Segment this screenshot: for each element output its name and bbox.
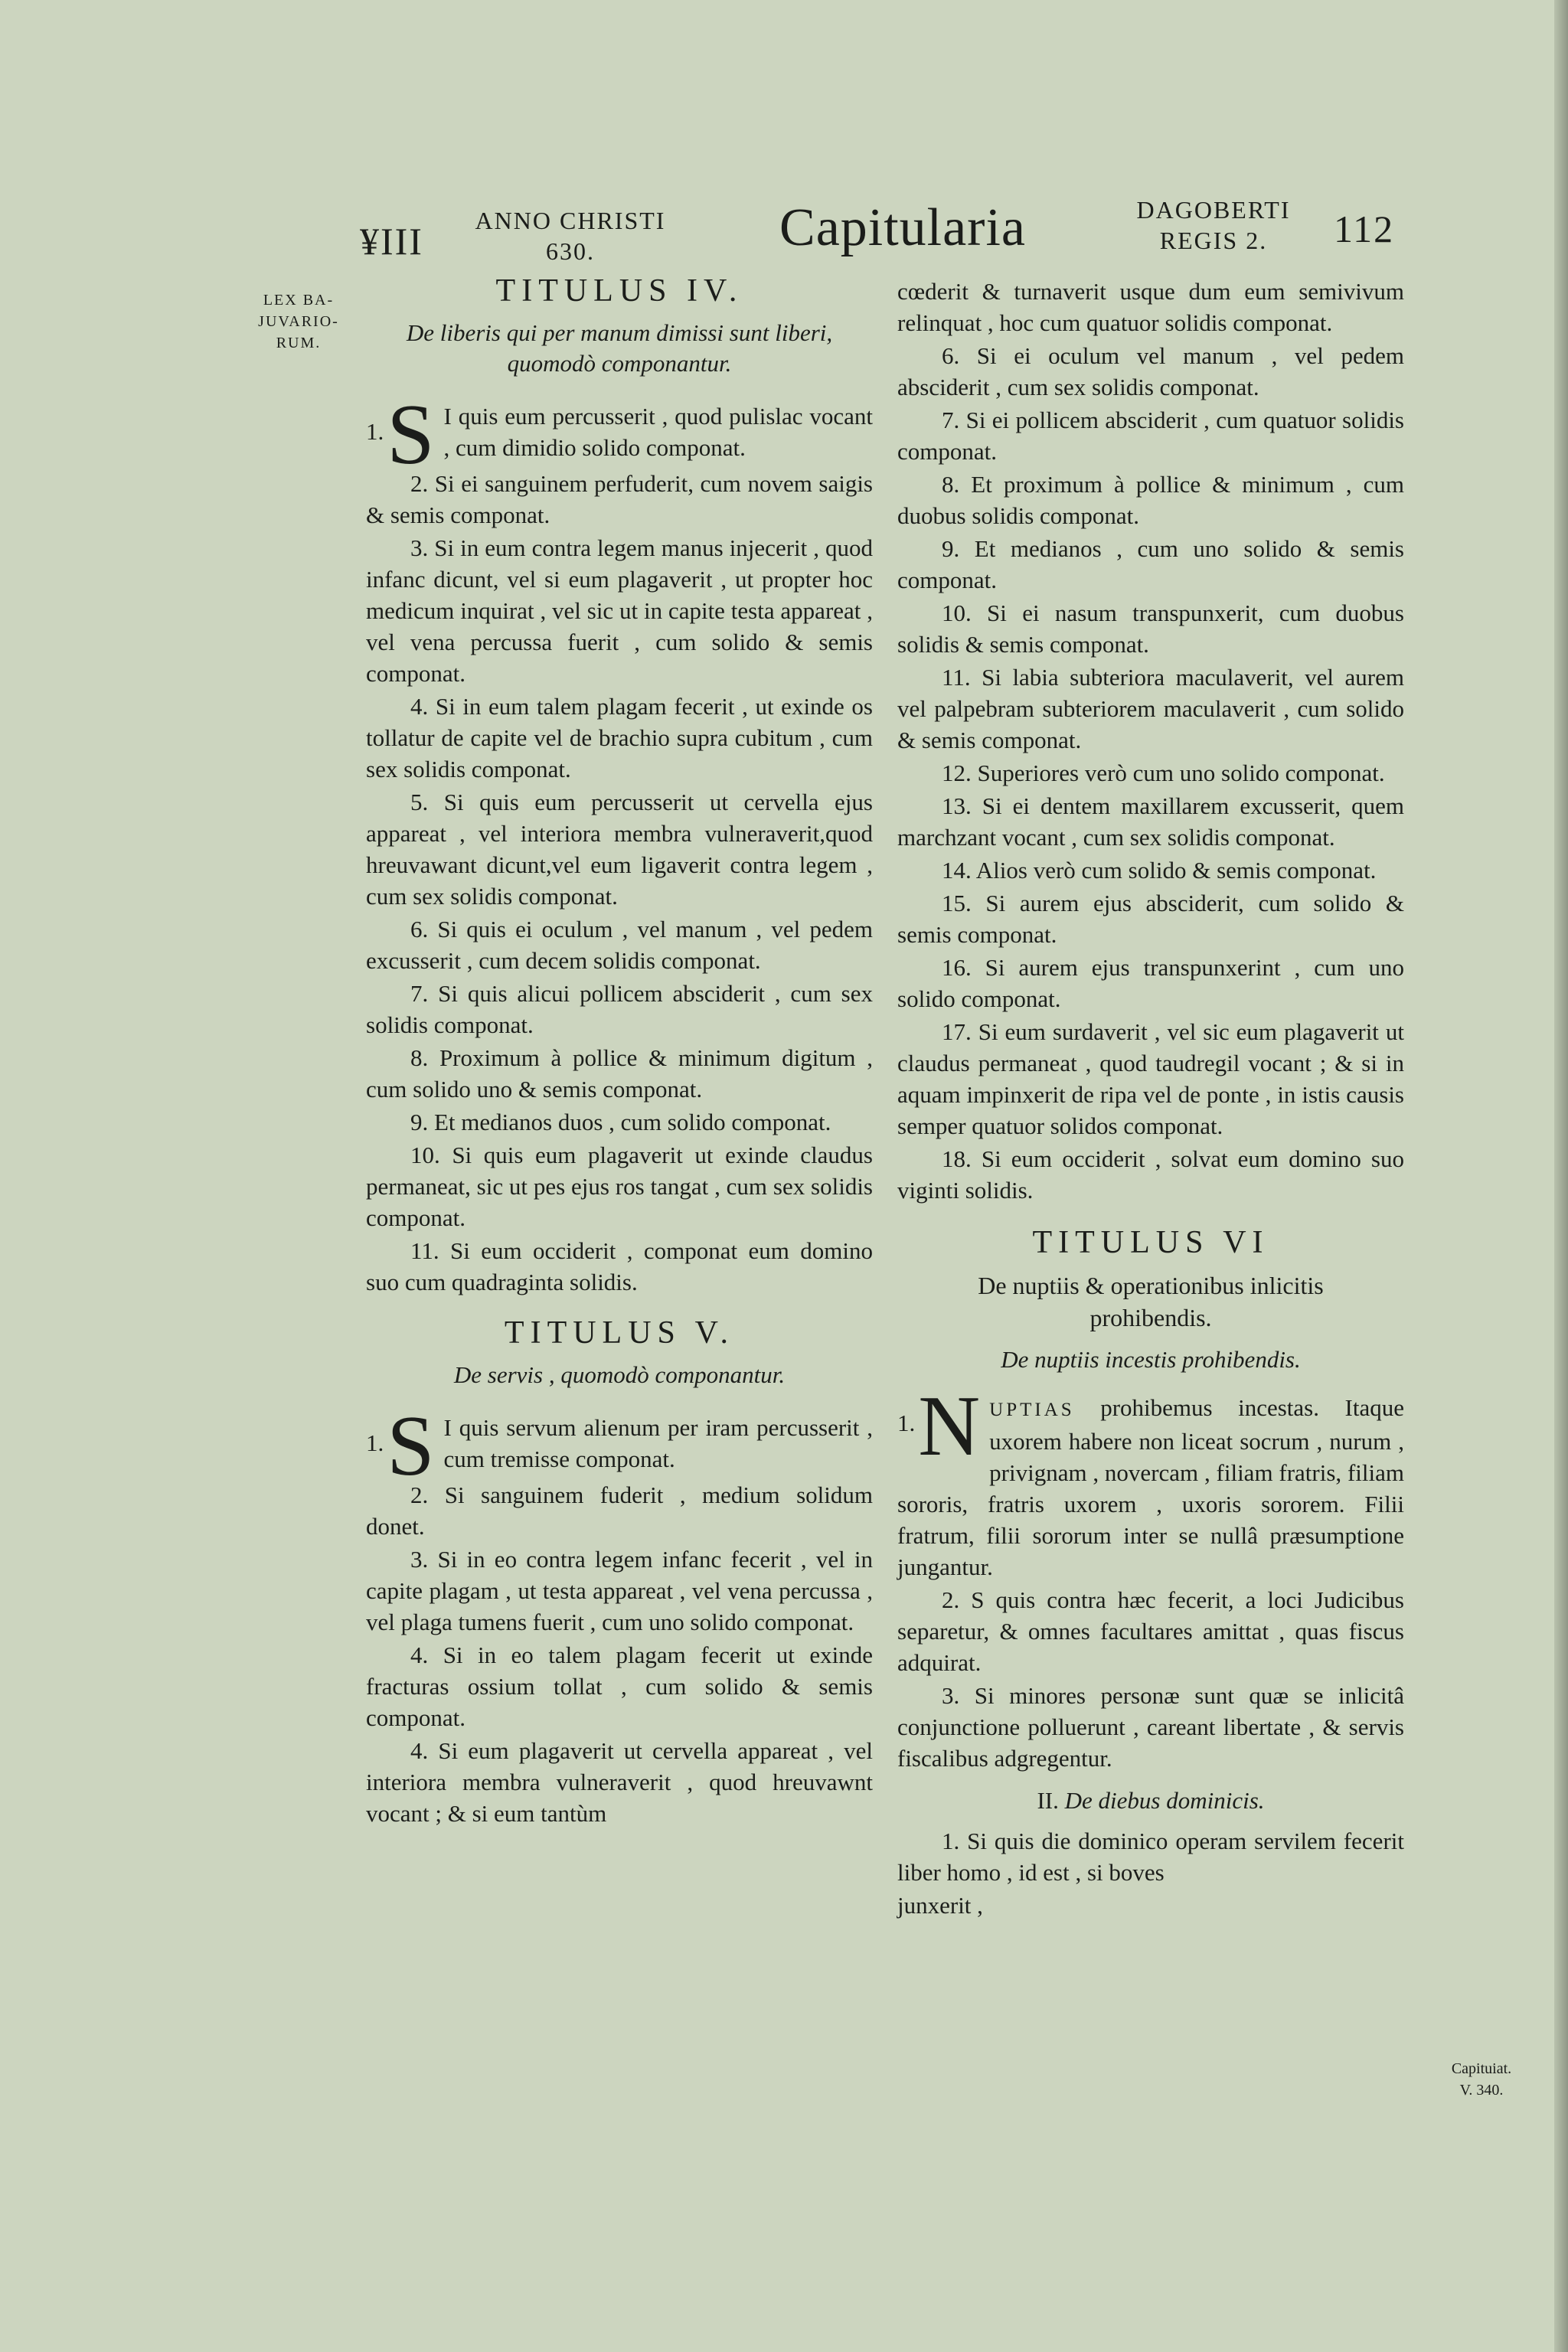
rubric-line: prohibendis. <box>1089 1304 1212 1331</box>
anno-line-2: 630. <box>546 237 595 265</box>
paragraph: 16. Si aurem ejus transpunxerint , cum uno solido componat. <box>897 954 1404 1012</box>
paragraph: 2. Si sanguinem fuderit , medium solidum donet. <box>366 1481 873 1540</box>
titulus-4-heading: TITULUS IV. <box>495 273 743 309</box>
king-line-1: DAGOBERTI <box>1136 196 1291 224</box>
left-margin-note <box>253 289 345 354</box>
paragraph: 8. Proximum à pollice & minimum digitum , cum solido uno & semis componat. <box>366 1044 873 1102</box>
paragraph: 10. Si ei nasum transpunxerit, cum duobus solidis & semis componat. <box>897 599 1404 658</box>
titulus-5-heading: TITULUS V. <box>504 1315 735 1351</box>
paragraph: 14. Alios verò cum solido & semis componat. <box>942 857 1377 884</box>
left-page-number: ¥III <box>360 220 423 263</box>
paragraph: 17. Si eum surdaverit , vel sic eum plagaverit ut claudus permaneat , quod taudregil vocant ; & si in aquam impinxerit de ripa vel de ponte , in istis causis semper quatuor solidos componat. <box>897 1018 1404 1139</box>
rubric-line: De liberis qui per manum dimissi sunt liberi, <box>406 319 833 346</box>
rubric-line: quomodò componantur. <box>507 350 732 377</box>
right-page-number: 112 <box>1334 207 1395 250</box>
paragraph: 2. S quis contra hæc fecerit, a loci Judicibus separetur, & omnes facultares amittat , quas fiscus adquirat. <box>897 1586 1404 1676</box>
paragraph: 6. Si quis ei oculum , vel manum , vel pedem excusserit , cum decem solidis componat. <box>366 916 873 974</box>
paragraph: 1. Si quis die dominico operam servilem fecerit liber homo , id est , si boves <box>897 1828 1404 1886</box>
paragraph-number: 1. <box>897 1410 916 1436</box>
paragraph: 13. Si ei dentem maxillarem excusserit, quem marchzant vocant , cum sex solidis componat. <box>897 792 1404 851</box>
titulus-6-heading: TITULUS VI <box>1032 1225 1269 1260</box>
margin-note-line: V. 340. <box>1459 2082 1504 2099</box>
paragraph: 2. Si ei sanguinem perfuderit, cum novem saigis & semis componat. <box>366 470 873 528</box>
right-column <box>897 276 1404 1922</box>
titulus-6-rubric <box>897 1269 1404 1334</box>
paragraph: 18. Si eum occiderit , solvat eum domino suo viginti solidis. <box>897 1145 1404 1204</box>
paragraph: 12. Superiores verò cum uno solido componat. <box>942 760 1385 786</box>
paragraph-text: I quis servum alienum per iram percusserit , cum tremisse componat. <box>443 1414 873 1472</box>
drop-cap-initial: S <box>387 1399 435 1494</box>
initial-small-caps: UPTIAS <box>989 1400 1075 1420</box>
paragraph-number: 1. <box>366 418 384 445</box>
paragraph: 9. Et medianos , cum uno solido & semis componat. <box>897 535 1404 593</box>
anno-christi-label <box>467 205 674 266</box>
paragraph <box>366 1399 873 1494</box>
section-2-heading <box>897 1785 1404 1816</box>
section-number: II. <box>1037 1787 1059 1814</box>
paragraph-number: 1. <box>366 1429 384 1456</box>
paragraph: 15. Si aurem ejus absciderit, cum solido & semis componat. <box>897 890 1404 948</box>
right-margin-note <box>1439 2058 1524 2101</box>
paragraph: 8. Et proximum à pollice & minimum , cum duobus solidis componat. <box>897 471 1404 529</box>
margin-note-line: RUM. <box>276 335 322 351</box>
paragraph-continuation: cœderit & turnaverit usque dum eum semivivum relinquat , hoc cum quatuor solidis componat. <box>897 278 1404 336</box>
section-title: De diebus dominicis. <box>1064 1787 1265 1814</box>
paragraph: 4. Si in eum talem plagam fecerit , ut exinde os tollatur de capite vel de brachio supra cubitum , cum sex solidis componat. <box>366 693 873 782</box>
paragraph: 3. Si in eum contra legem manus injecerit , quod infanc dicunt, vel si eum plagaverit , ut propter hoc medicum inquirat , vel sic ut in capite testa appareat , vel vena percussa fuerit , cum solido & semis componat. <box>366 534 873 687</box>
margin-note-line: Capituiat. <box>1451 2060 1512 2077</box>
rubric-line: De nuptiis & operationibus inlicitis <box>978 1272 1324 1299</box>
margin-note-line: LEX BA- <box>263 292 335 309</box>
paragraph: 11. Si labia subteriora maculaverit, vel aurem vel palpebram subteriorem maculaverit , cum solido & semis componat. <box>897 664 1404 753</box>
titulus-6-subheading: De nuptiis incestis prohibendis. <box>1001 1346 1301 1373</box>
paragraph: 4. Si in eo talem plagam fecerit ut exinde fracturas ossium tollat , cum solido & semis componat. <box>366 1642 873 1731</box>
king-line-2: REGIS 2. <box>1159 227 1268 254</box>
titulus-5-rubric: De servis , quomodò componantur. <box>453 1361 786 1388</box>
paragraph: 11. Si eum occiderit , componat eum domino suo cum quadraginta solidis. <box>366 1237 873 1295</box>
left-column <box>366 273 873 1831</box>
paragraph: 9. Et medianos duos , cum solido componat. <box>410 1109 831 1135</box>
drop-cap-initial: N <box>918 1379 981 1474</box>
catchword-line: junxerit , <box>897 1892 983 1919</box>
paragraph: 4. Si eum plagaverit ut cervella appareat , vel interiora membra vulneraverit , quod hreuvawnt vocant ; & si eum tantùm <box>366 1737 873 1827</box>
paragraph: 10. Si quis eum plagaverit ut exinde claudus permaneat, sic ut pes ejus ros tangat , cum sex solidis componat. <box>366 1142 873 1231</box>
paragraph <box>897 1379 1404 1583</box>
paragraph <box>366 387 873 482</box>
anno-line-1: ANNO CHRISTI <box>475 207 666 234</box>
king-label <box>1125 194 1302 256</box>
titulus-4-rubric <box>366 318 873 379</box>
paragraph: 7. Si quis alicui pollicem absciderit , cum sex solidis componat. <box>366 980 873 1038</box>
paragraph-text: prohibemus incestas. Itaque uxorem habere non liceat socrum , nurum , privignam , novercam , filiam fratris, filiam sororis, fratris uxorem , uxoris sororem. Filii fratrum, filii sororum inter se nullâ præsumptione jungantur. <box>897 1394 1404 1580</box>
drop-cap-initial: S <box>387 387 435 482</box>
paragraph-text: I quis eum percusserit , quod pulislac vocant , cum dimidio solido componat. <box>443 403 873 461</box>
paragraph: 3. Si minores personæ sunt quæ se inlicitâ conjunctione polluerunt , careant libertate , & servis fiscalibus adgregentur. <box>897 1682 1404 1772</box>
paragraph: 5. Si quis eum percusserit ut cervella ejus appareat , vel interiora membra vulneraverit,quod hreuvawant dicunt,vel eum ligaverit contra legem , cum sex solidis componat. <box>366 789 873 910</box>
running-title: Capitularia <box>779 198 1027 257</box>
paragraph: 7. Si ei pollicem absciderit , cum quatuor solidis componat. <box>897 407 1404 465</box>
paragraph: 6. Si ei oculum vel manum , vel pedem absciderit , cum sex solidis componat. <box>897 342 1404 400</box>
page-edge-shadow <box>1554 0 1568 2352</box>
paragraph: 3. Si in eo contra legem infanc fecerit , vel in capite plagam , ut testa appareat , vel vena percussa , vel plaga tumens fuerit , cum uno solido componat. <box>366 1546 873 1635</box>
margin-note-line: JUVARIO- <box>258 313 339 330</box>
